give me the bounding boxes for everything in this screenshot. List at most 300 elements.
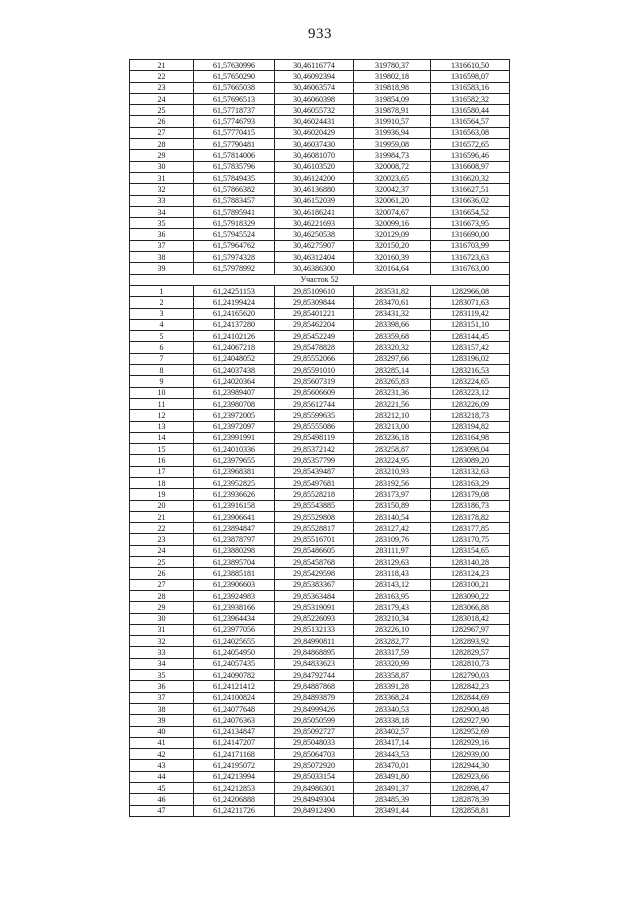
point-number-cell: 5 — [130, 331, 194, 342]
latitude-cell: 61,57866382 — [194, 184, 275, 195]
point-number-cell: 45 — [130, 783, 194, 794]
longitude-cell: 30,46136880 — [275, 184, 354, 195]
point-number-cell: 39 — [130, 715, 194, 726]
table-row — [130, 319, 510, 330]
point-number-cell: 36 — [130, 229, 194, 240]
longitude-cell: 30,46152039 — [275, 195, 354, 206]
x-coordinate-cell: 283320,32 — [354, 342, 431, 353]
latitude-cell: 61,24100824 — [194, 692, 275, 703]
table-row — [130, 647, 510, 658]
latitude-cell: 61,24213994 — [194, 771, 275, 782]
x-coordinate-cell: 283470,01 — [354, 760, 431, 771]
longitude-cell: 29,85319091 — [275, 602, 354, 613]
latitude-cell: 61,23972005 — [194, 410, 275, 421]
table-row — [130, 398, 510, 409]
point-number-cell: 26 — [130, 568, 194, 579]
x-coordinate-cell: 319910,57 — [354, 116, 431, 127]
longitude-cell: 29,84792744 — [275, 670, 354, 681]
latitude-cell: 61,24067218 — [194, 342, 275, 353]
table-row — [130, 613, 510, 624]
latitude-cell: 61,24037438 — [194, 365, 275, 376]
table-row — [130, 432, 510, 443]
y-coordinate-cell: 1283124,23 — [431, 568, 510, 579]
longitude-cell: 30,46024431 — [275, 116, 354, 127]
point-number-cell: 31 — [130, 624, 194, 635]
y-coordinate-cell: 1283163,29 — [431, 477, 510, 488]
latitude-cell: 61,24121412 — [194, 681, 275, 692]
x-coordinate-cell: 283317,59 — [354, 647, 431, 658]
x-coordinate-cell: 283417,14 — [354, 737, 431, 748]
x-coordinate-cell: 283173,97 — [354, 489, 431, 500]
latitude-cell: 61,23938166 — [194, 602, 275, 613]
table-row — [130, 353, 510, 364]
table-row — [130, 511, 510, 522]
y-coordinate-cell: 1316620,32 — [431, 172, 510, 183]
table-row — [130, 715, 510, 726]
y-coordinate-cell: 1282944,30 — [431, 760, 510, 771]
latitude-cell: 61,24102126 — [194, 331, 275, 342]
y-coordinate-cell: 1282967,97 — [431, 624, 510, 635]
y-coordinate-cell: 1283179,08 — [431, 489, 510, 500]
longitude-cell: 29,85401221 — [275, 308, 354, 319]
x-coordinate-cell: 283210,93 — [354, 466, 431, 477]
point-number-cell: 41 — [130, 737, 194, 748]
y-coordinate-cell: 1316583,16 — [431, 82, 510, 93]
longitude-cell: 30,46312404 — [275, 252, 354, 263]
latitude-cell: 61,57945524 — [194, 229, 275, 240]
point-number-cell: 31 — [130, 172, 194, 183]
point-number-cell: 13 — [130, 421, 194, 432]
point-number-cell: 28 — [130, 139, 194, 150]
x-coordinate-cell: 283213,00 — [354, 421, 431, 432]
table-row — [130, 93, 510, 104]
y-coordinate-cell: 1316636,02 — [431, 195, 510, 206]
x-coordinate-cell: 283491,37 — [354, 783, 431, 794]
x-coordinate-cell: 283282,77 — [354, 636, 431, 647]
latitude-cell: 61,23980708 — [194, 398, 275, 409]
latitude-cell: 61,24212853 — [194, 783, 275, 794]
table-row — [130, 703, 510, 714]
longitude-cell: 29,85033154 — [275, 771, 354, 782]
latitude-cell: 61,24137280 — [194, 319, 275, 330]
latitude-cell: 61,23894847 — [194, 523, 275, 534]
longitude-cell: 29,85363484 — [275, 590, 354, 601]
y-coordinate-cell: 1316627,51 — [431, 184, 510, 195]
page-number: 933 — [308, 26, 332, 42]
point-number-cell: 35 — [130, 670, 194, 681]
x-coordinate-cell: 283531,82 — [354, 285, 431, 296]
table-row — [130, 139, 510, 150]
y-coordinate-cell: 1283071,63 — [431, 297, 510, 308]
longitude-cell: 29,85132133 — [275, 624, 354, 635]
x-coordinate-cell: 320023,65 — [354, 172, 431, 183]
point-number-cell: 21 — [130, 60, 194, 71]
longitude-cell: 30,46081070 — [275, 150, 354, 161]
x-coordinate-cell: 283285,14 — [354, 365, 431, 376]
table-row — [130, 681, 510, 692]
point-number-cell: 10 — [130, 387, 194, 398]
longitude-cell: 29,85612744 — [275, 398, 354, 409]
x-coordinate-cell: 283192,56 — [354, 477, 431, 488]
table-row — [130, 455, 510, 466]
point-number-cell: 27 — [130, 579, 194, 590]
table-row — [130, 477, 510, 488]
table-row — [130, 692, 510, 703]
y-coordinate-cell: 1316582,32 — [431, 93, 510, 104]
section-header-body — [130, 274, 510, 285]
coordinates-table — [129, 59, 510, 817]
table-row — [130, 749, 510, 760]
latitude-cell: 61,24077648 — [194, 703, 275, 714]
point-number-cell: 2 — [130, 297, 194, 308]
x-coordinate-cell: 320061,20 — [354, 195, 431, 206]
longitude-cell: 29,85478828 — [275, 342, 354, 353]
point-number-cell: 11 — [130, 398, 194, 409]
longitude-cell: 30,46055732 — [275, 105, 354, 116]
x-coordinate-cell: 283118,43 — [354, 568, 431, 579]
table-row — [130, 410, 510, 421]
longitude-cell: 29,85439487 — [275, 466, 354, 477]
point-number-cell: 19 — [130, 489, 194, 500]
x-coordinate-cell: 283491,80 — [354, 771, 431, 782]
x-coordinate-cell: 283179,43 — [354, 602, 431, 613]
y-coordinate-cell: 1316763,00 — [431, 263, 510, 274]
table-row — [130, 658, 510, 669]
table-row — [130, 783, 510, 794]
y-coordinate-cell: 1282939,00 — [431, 749, 510, 760]
point-number-cell: 8 — [130, 365, 194, 376]
y-coordinate-cell: 1282790,03 — [431, 670, 510, 681]
x-coordinate-cell: 283258,87 — [354, 444, 431, 455]
x-coordinate-cell: 283231,36 — [354, 387, 431, 398]
table-row — [130, 263, 510, 274]
longitude-cell: 29,84893879 — [275, 692, 354, 703]
latitude-cell: 61,57835796 — [194, 161, 275, 172]
y-coordinate-cell: 1283224,65 — [431, 376, 510, 387]
longitude-cell: 30,46186241 — [275, 206, 354, 217]
latitude-cell: 61,23968381 — [194, 466, 275, 477]
x-coordinate-cell: 283338,18 — [354, 715, 431, 726]
x-coordinate-cell: 319936,94 — [354, 127, 431, 138]
table-body-after — [130, 285, 510, 816]
point-number-cell: 3 — [130, 308, 194, 319]
x-coordinate-cell: 320129,09 — [354, 229, 431, 240]
table-row — [130, 127, 510, 138]
longitude-cell: 29,85528817 — [275, 523, 354, 534]
y-coordinate-cell: 1283132,63 — [431, 466, 510, 477]
y-coordinate-cell: 1283164,98 — [431, 432, 510, 443]
y-coordinate-cell: 1316580,44 — [431, 105, 510, 116]
latitude-cell: 61,57964762 — [194, 240, 275, 251]
longitude-cell: 29,85529808 — [275, 511, 354, 522]
point-number-cell: 43 — [130, 760, 194, 771]
x-coordinate-cell: 283320,99 — [354, 658, 431, 669]
x-coordinate-cell: 283491,44 — [354, 805, 431, 816]
point-number-cell: 1 — [130, 285, 194, 296]
x-coordinate-cell: 319878,91 — [354, 105, 431, 116]
x-coordinate-cell: 283212,10 — [354, 410, 431, 421]
x-coordinate-cell: 283340,53 — [354, 703, 431, 714]
y-coordinate-cell: 1283194,82 — [431, 421, 510, 432]
longitude-cell: 29,85372142 — [275, 444, 354, 455]
point-number-cell: 21 — [130, 511, 194, 522]
point-number-cell: 25 — [130, 105, 194, 116]
x-coordinate-cell: 283127,42 — [354, 523, 431, 534]
longitude-cell: 30,46060398 — [275, 93, 354, 104]
x-coordinate-cell: 283359,68 — [354, 331, 431, 342]
y-coordinate-cell: 1283226,09 — [431, 398, 510, 409]
longitude-cell: 29,84868895 — [275, 647, 354, 658]
latitude-cell: 61,24090782 — [194, 670, 275, 681]
latitude-cell: 61,24251153 — [194, 285, 275, 296]
y-coordinate-cell: 1283157,42 — [431, 342, 510, 353]
y-coordinate-cell: 1283066,88 — [431, 602, 510, 613]
longitude-cell: 30,46092394 — [275, 71, 354, 82]
longitude-cell: 29,85458768 — [275, 557, 354, 568]
y-coordinate-cell: 1282952,69 — [431, 726, 510, 737]
point-number-cell: 17 — [130, 466, 194, 477]
longitude-cell: 29,85516701 — [275, 534, 354, 545]
x-coordinate-cell: 283358,87 — [354, 670, 431, 681]
point-number-cell: 37 — [130, 692, 194, 703]
longitude-cell: 29,85072920 — [275, 760, 354, 771]
y-coordinate-cell: 1283151,10 — [431, 319, 510, 330]
y-coordinate-cell: 1282927,90 — [431, 715, 510, 726]
longitude-cell: 30,46037430 — [275, 139, 354, 150]
point-number-cell: 35 — [130, 218, 194, 229]
point-number-cell: 14 — [130, 432, 194, 443]
longitude-cell: 29,85498119 — [275, 432, 354, 443]
table-row — [130, 105, 510, 116]
point-number-cell: 24 — [130, 545, 194, 556]
y-coordinate-cell: 1283140,28 — [431, 557, 510, 568]
point-number-cell: 29 — [130, 602, 194, 613]
y-coordinate-cell: 1282893,92 — [431, 636, 510, 647]
longitude-cell: 30,46221693 — [275, 218, 354, 229]
table-row — [130, 229, 510, 240]
point-number-cell: 30 — [130, 161, 194, 172]
point-number-cell: 15 — [130, 444, 194, 455]
latitude-cell: 61,23936626 — [194, 489, 275, 500]
table-row — [130, 71, 510, 82]
x-coordinate-cell: 319854,09 — [354, 93, 431, 104]
point-number-cell: 22 — [130, 523, 194, 534]
y-coordinate-cell: 1282858,81 — [431, 805, 510, 816]
x-coordinate-cell: 319780,37 — [354, 60, 431, 71]
latitude-cell: 61,57814006 — [194, 150, 275, 161]
y-coordinate-cell: 1283154,65 — [431, 545, 510, 556]
longitude-cell: 29,85486605 — [275, 545, 354, 556]
table-row — [130, 489, 510, 500]
latitude-cell: 61,57650290 — [194, 71, 275, 82]
longitude-cell: 29,85383367 — [275, 579, 354, 590]
y-coordinate-cell: 1283119,42 — [431, 308, 510, 319]
point-number-cell: 33 — [130, 647, 194, 658]
y-coordinate-cell: 1282898,47 — [431, 783, 510, 794]
x-coordinate-cell: 283226,10 — [354, 624, 431, 635]
x-coordinate-cell: 319959,08 — [354, 139, 431, 150]
latitude-cell: 61,23878797 — [194, 534, 275, 545]
longitude-cell: 29,85528218 — [275, 489, 354, 500]
table-row — [130, 523, 510, 534]
table-row — [130, 624, 510, 635]
x-coordinate-cell: 283391,28 — [354, 681, 431, 692]
latitude-cell: 61,57696513 — [194, 93, 275, 104]
y-coordinate-cell: 1283090,22 — [431, 590, 510, 601]
table-row — [130, 308, 510, 319]
y-coordinate-cell: 1316564,57 — [431, 116, 510, 127]
table-row — [130, 534, 510, 545]
latitude-cell: 61,57849435 — [194, 172, 275, 183]
longitude-cell: 30,46386300 — [275, 263, 354, 274]
latitude-cell: 61,24025655 — [194, 636, 275, 647]
table-row — [130, 636, 510, 647]
y-coordinate-cell: 1316596,46 — [431, 150, 510, 161]
x-coordinate-cell: 283398,66 — [354, 319, 431, 330]
longitude-cell: 29,84986301 — [275, 783, 354, 794]
point-number-cell: 26 — [130, 116, 194, 127]
latitude-cell: 61,24199424 — [194, 297, 275, 308]
latitude-cell: 61,23880298 — [194, 545, 275, 556]
latitude-cell: 61,23885181 — [194, 568, 275, 579]
longitude-cell: 30,46103520 — [275, 161, 354, 172]
y-coordinate-cell: 1283186,73 — [431, 500, 510, 511]
point-number-cell: 42 — [130, 749, 194, 760]
table-row — [130, 500, 510, 511]
x-coordinate-cell: 283368,24 — [354, 692, 431, 703]
point-number-cell: 16 — [130, 455, 194, 466]
x-coordinate-cell: 319802,18 — [354, 71, 431, 82]
table-row — [130, 376, 510, 387]
y-coordinate-cell: 1316598,07 — [431, 71, 510, 82]
x-coordinate-cell: 283402,57 — [354, 726, 431, 737]
latitude-cell: 61,23989407 — [194, 387, 275, 398]
table-row — [130, 172, 510, 183]
longitude-cell: 29,84999426 — [275, 703, 354, 714]
x-coordinate-cell: 283111,97 — [354, 545, 431, 556]
y-coordinate-cell: 1283178,82 — [431, 511, 510, 522]
table-row — [130, 726, 510, 737]
latitude-cell: 61,24020364 — [194, 376, 275, 387]
table-row — [130, 331, 510, 342]
x-coordinate-cell: 283265,83 — [354, 376, 431, 387]
y-coordinate-cell: 1283018,42 — [431, 613, 510, 624]
longitude-cell: 29,85606609 — [275, 387, 354, 398]
longitude-cell: 29,85109610 — [275, 285, 354, 296]
latitude-cell: 61,23991991 — [194, 432, 275, 443]
point-number-cell: 47 — [130, 805, 194, 816]
table-row — [130, 794, 510, 805]
point-number-cell: 12 — [130, 410, 194, 421]
latitude-cell: 61,23906641 — [194, 511, 275, 522]
point-number-cell: 38 — [130, 703, 194, 714]
point-number-cell: 33 — [130, 195, 194, 206]
latitude-cell: 61,23977056 — [194, 624, 275, 635]
table-row — [130, 771, 510, 782]
longitude-cell: 30,46063574 — [275, 82, 354, 93]
section-title: Участок 52 — [130, 274, 510, 285]
latitude-cell: 61,57746793 — [194, 116, 275, 127]
longitude-cell: 29,85552066 — [275, 353, 354, 364]
latitude-cell: 61,23979655 — [194, 455, 275, 466]
table-row — [130, 557, 510, 568]
y-coordinate-cell: 1282842,23 — [431, 681, 510, 692]
y-coordinate-cell: 1283177,85 — [431, 523, 510, 534]
latitude-cell: 61,23895704 — [194, 557, 275, 568]
latitude-cell: 61,57978992 — [194, 263, 275, 274]
point-number-cell: 37 — [130, 240, 194, 251]
point-number-cell: 46 — [130, 794, 194, 805]
x-coordinate-cell: 319984,73 — [354, 150, 431, 161]
section-header-row — [130, 274, 510, 285]
table-row — [130, 161, 510, 172]
table-row — [130, 285, 510, 296]
table-row — [130, 218, 510, 229]
table-row — [130, 82, 510, 93]
x-coordinate-cell: 283140,54 — [354, 511, 431, 522]
x-coordinate-cell: 283224,95 — [354, 455, 431, 466]
x-coordinate-cell: 283143,12 — [354, 579, 431, 590]
x-coordinate-cell: 283236,18 — [354, 432, 431, 443]
longitude-cell: 30,46250538 — [275, 229, 354, 240]
longitude-cell: 29,85452249 — [275, 331, 354, 342]
longitude-cell: 29,85599635 — [275, 410, 354, 421]
longitude-cell: 29,85050599 — [275, 715, 354, 726]
x-coordinate-cell: 320160,39 — [354, 252, 431, 263]
y-coordinate-cell: 1283218,73 — [431, 410, 510, 421]
x-coordinate-cell: 320074,67 — [354, 206, 431, 217]
y-coordinate-cell: 1283100,21 — [431, 579, 510, 590]
latitude-cell: 61,57665038 — [194, 82, 275, 93]
point-number-cell: 25 — [130, 557, 194, 568]
longitude-cell: 29,85607319 — [275, 376, 354, 387]
latitude-cell: 61,24195072 — [194, 760, 275, 771]
latitude-cell: 61,24076363 — [194, 715, 275, 726]
latitude-cell: 61,24171168 — [194, 749, 275, 760]
y-coordinate-cell: 1282929,16 — [431, 737, 510, 748]
x-coordinate-cell: 320008,72 — [354, 161, 431, 172]
x-coordinate-cell: 283163,95 — [354, 590, 431, 601]
y-coordinate-cell: 1316572,65 — [431, 139, 510, 150]
x-coordinate-cell: 320150,20 — [354, 240, 431, 251]
x-coordinate-cell: 320042,37 — [354, 184, 431, 195]
latitude-cell: 61,57770415 — [194, 127, 275, 138]
longitude-cell: 29,84887868 — [275, 681, 354, 692]
x-coordinate-cell: 283109,76 — [354, 534, 431, 545]
latitude-cell: 61,24010336 — [194, 444, 275, 455]
point-number-cell: 38 — [130, 252, 194, 263]
point-number-cell: 39 — [130, 263, 194, 274]
latitude-cell: 61,57630996 — [194, 60, 275, 71]
table-row — [130, 670, 510, 681]
point-number-cell: 27 — [130, 127, 194, 138]
latitude-cell: 61,24054950 — [194, 647, 275, 658]
y-coordinate-cell: 1282810,73 — [431, 658, 510, 669]
y-coordinate-cell: 1316673,95 — [431, 218, 510, 229]
y-coordinate-cell: 1283144,45 — [431, 331, 510, 342]
longitude-cell: 29,85357799 — [275, 455, 354, 466]
table-row — [130, 760, 510, 771]
longitude-cell: 30,46116774 — [275, 60, 354, 71]
point-number-cell: 32 — [130, 636, 194, 647]
y-coordinate-cell: 1316703,99 — [431, 240, 510, 251]
longitude-cell: 29,85048033 — [275, 737, 354, 748]
point-number-cell: 40 — [130, 726, 194, 737]
y-coordinate-cell: 1316690,00 — [431, 229, 510, 240]
longitude-cell: 29,85092727 — [275, 726, 354, 737]
y-coordinate-cell: 1316723,63 — [431, 252, 510, 263]
y-coordinate-cell: 1283089,20 — [431, 455, 510, 466]
